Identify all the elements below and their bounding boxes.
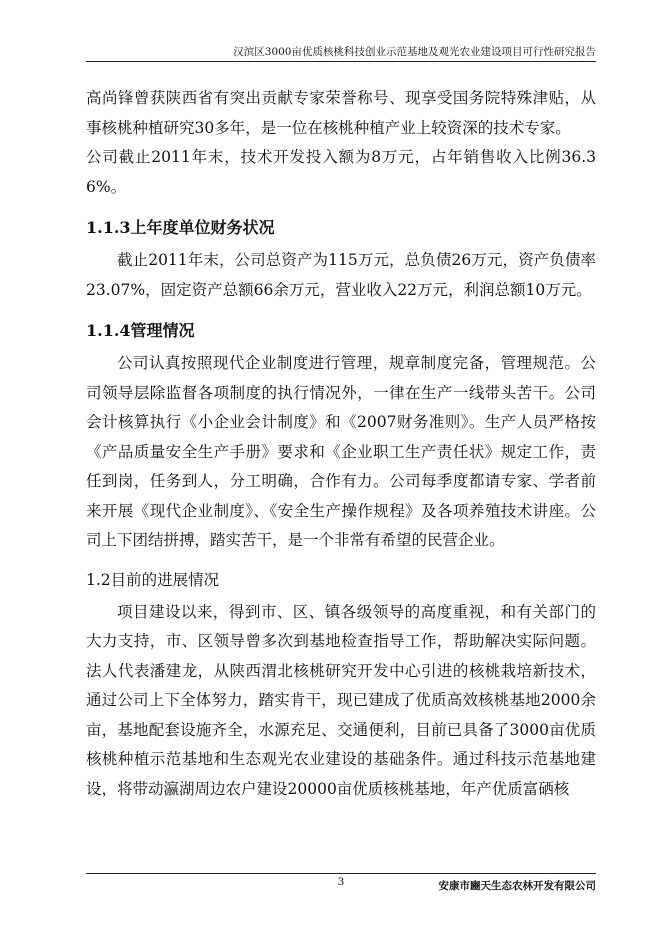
section-paragraph-1-2: 项目建设以来，得到市、区、镇各级领导的高度重视，和有关部门的大力支持，市、区领导曾多次到基地检查指导工作，帮助解决实际问题。法人代表潘建龙，从陕西渭北核桃研究开发中心引进的核桃栽培新技术，通过公司上下全体努力，踏实肯干，现已建成了优质高效核桃基地2000余亩，基地配套设施齐全，水源充足、交通便利，目前已具备了3000亩优质核桃种植示范基地和生态观光农业建设的基础条件。通过科技示范基地建设，将带动瀛湖周边农户建设20000亩优质核桃基地，年产优质富硒核 (86, 602, 596, 798)
section-heading-1-1-3: 1.1.3上年度单位财务状况 (86, 218, 275, 237)
section-paragraph-1-1-4: 公司认真按照现代企业制度进行管理，规章制度完备，管理规范。公司领导层除监督各项制度的执行情况外，一律在生产一线带头苦干。公司会计核算执行《小企业会计制度》和《2007财务准则》。生产人员严格按《产品质量安全生产手册》要求和《企业职工生产责任状》规定工作，责任到岗，任务到人，分工明确，合作有力。公司每季度都请专家、学者前来开展《现代企业制度》、《安全生产操作规程》及各项养殖技术讲座。公司上下团结拼搏，踏实苦干，是一个非常有希望的民营企业。 (86, 354, 596, 549)
section-heading-1-2: 1.2目前的进展情况 (86, 570, 220, 589)
section-paragraph-1-1-3: 截止2011年末，公司总资产为115万元，总负债26万元，资产负债率23.07%，固定资产总额66余万元，营业收入22万元，利润总额10万元。 (86, 251, 596, 299)
section-heading-1-1-4: 1.1.4管理情况 (86, 321, 195, 340)
page-footer (86, 873, 596, 892)
company-name: 安康市豳天生态农林开发有限公司 (438, 880, 596, 892)
document-body (86, 84, 596, 804)
intro-paragraph-2: 公司截止2011年末，技术开发投入额为8万元，占年销售收入比例36.36%。 (86, 148, 596, 196)
page-header (86, 44, 596, 62)
intro-paragraph: 高尚锋曾获陕西省有突出贡献专家荣誉称号、现享受国务院特殊津贴，从事核桃种植研究30多年，是一位在核桃种植产业上较资深的技术专家。 (86, 89, 596, 137)
page-number: 3 (337, 876, 345, 888)
document-title: 汉滨区3000亩优质核桃科技创业示范基地及观光农业建设项目可行性研究报告 (233, 46, 596, 58)
